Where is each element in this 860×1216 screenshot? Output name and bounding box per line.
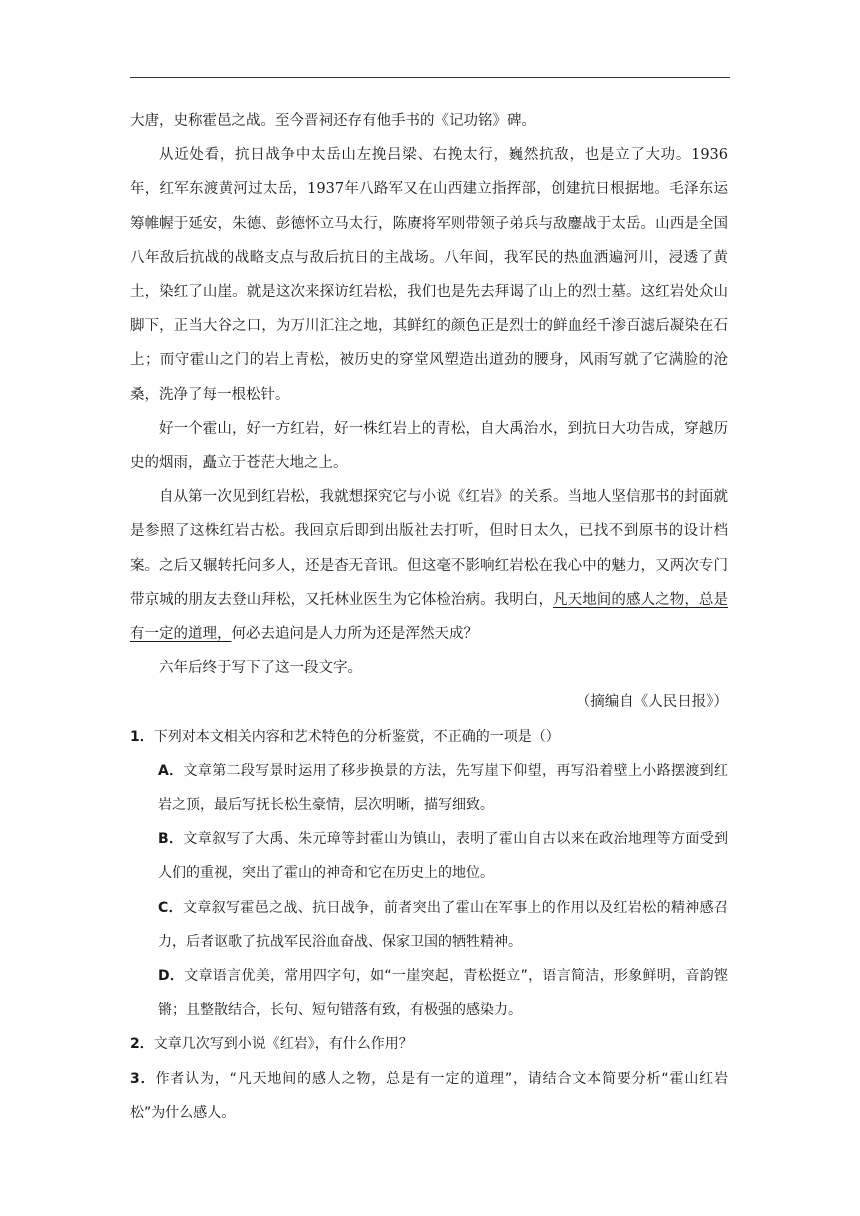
option-c	[130, 891, 728, 959]
document-page	[130, 104, 728, 1130]
article-paragraph-3	[130, 480, 728, 651]
question-1	[130, 720, 728, 754]
article-paragraph-0: 大唐，史称霍邑之战。至今晋祠还存有他手书的《记功铭》碑。	[130, 113, 536, 129]
option-d-label: D．	[158, 968, 185, 985]
article-paragraph-2: 好一个霍山，好一方红岩，好一株红岩上的青松，自大禹治水，到抗日大功告成，穿越历史的烟雨，矗立于苍茫大地之上。	[130, 420, 728, 472]
paragraph-3-text-after: 何必去追问是人力所为还是浑然天成？	[231, 626, 478, 643]
article-paragraph-1: 从近处看，抗日战争中太岳山左挽吕梁、右挽太行，巍然抗敌，也是立了大功。1936年，红军东渡黄河过太岳，1937年八路军又在山西建立指挥部，创建抗日根据地。毛泽东运筹帷幄于延安，朱德、彭德怀立马太行，陈赓将军则带领子弟兵与敌鏖战于太岳。山西是全国八年敌后抗战的战略支点与敌后抗日的主战场。八年间，我军民的热血洒遍河川，浸透了黄土，染红了山崖。就是这次来探访红岩松，我们也是先去拜谒了山上的烈士墓。这红岩处众山脚下，正当大谷之口，为万川汇注之地，其鲜红的颜色正是烈士的鲜血经千渗百滤后凝染在石上；而守霍山之门的岩上青松，被历史的穿堂风塑造出道劲的腰身，风雨写就了它满脸的沧桑，洗净了每一根松针。	[130, 147, 728, 403]
question-3	[130, 1062, 728, 1130]
question-1-number: 1．	[130, 728, 154, 745]
question-3-text: 作者认为，“凡天地间的感人之物，总是有一定的道理”，请结合文本简要分析“霍山红岩松”为什么感人。	[130, 1070, 728, 1121]
option-c-label: C．	[158, 899, 183, 916]
header-rule	[130, 77, 730, 78]
question-2-text: 文章几次写到小说《红岩》，有什么作用？	[153, 1036, 413, 1053]
option-a-label: A．	[158, 762, 184, 779]
article-source: （摘编自《人民日报》）	[575, 694, 728, 711]
option-a-text: 文章第二段写景时运用了移步换景的方法，先写崖下仰望，再写沿着壁上小路摆渡到红岩之顶，最后写抚长松生豪情，层次明晰，描写细致。	[158, 762, 728, 814]
article-paragraph-4: 六年后终于写下了这一段文字。	[159, 660, 362, 677]
question-2	[130, 1027, 728, 1061]
option-c-text: 文章叙写霍邑之战、抗日战争，前者突出了霍山在军事上的作用以及红岩松的精神感召力，后者讴歌了抗战军民浴血奋战、保家卫国的牺牲精神。	[158, 899, 728, 950]
option-b-label: B．	[158, 831, 184, 848]
option-b	[130, 822, 728, 890]
question-3-number: 3．	[130, 1070, 156, 1087]
question-1-text: 下列对本文相关内容和艺术特色的分析鉴赏，不正确的一项是（）	[153, 728, 560, 745]
question-2-number: 2．	[130, 1036, 154, 1053]
option-b-text: 文章叙写了大禹、朱元璋等封霍山为镇山，表明了霍山自古以来在政治地理等方面受到人们的重视，突出了霍山的神奇和它在历史上的地位。	[158, 831, 729, 882]
paragraph-3-text-before: 自从第一次见到红岩松，我就想探究它与小说《红岩》的关系。当地人坚信那书的封面就是参照了这株红岩古松。我回京后即到出版社去打听，但时日太久，已找不到原书的设计档案。之后又辗转托问多人，还是杳无音讯。但这毫不影响红岩松在我心中的魅力，又两次专门带京城的朋友去登山拜松，又托林业医生为它体检治病。我明白，	[130, 489, 728, 608]
option-d-text: 文章语言优美，常用四字句，如“一崖突起，青松挺立”，语言简洁，形象鲜明，音韵铿锵；且整散结合，长句、短句错落有致，有极强的感染力。	[158, 968, 728, 1019]
option-a	[130, 754, 728, 822]
option-d	[130, 959, 728, 1027]
underlined-sentence: 凡天地间的感人之物，总是有一定的道理，	[130, 591, 729, 643]
